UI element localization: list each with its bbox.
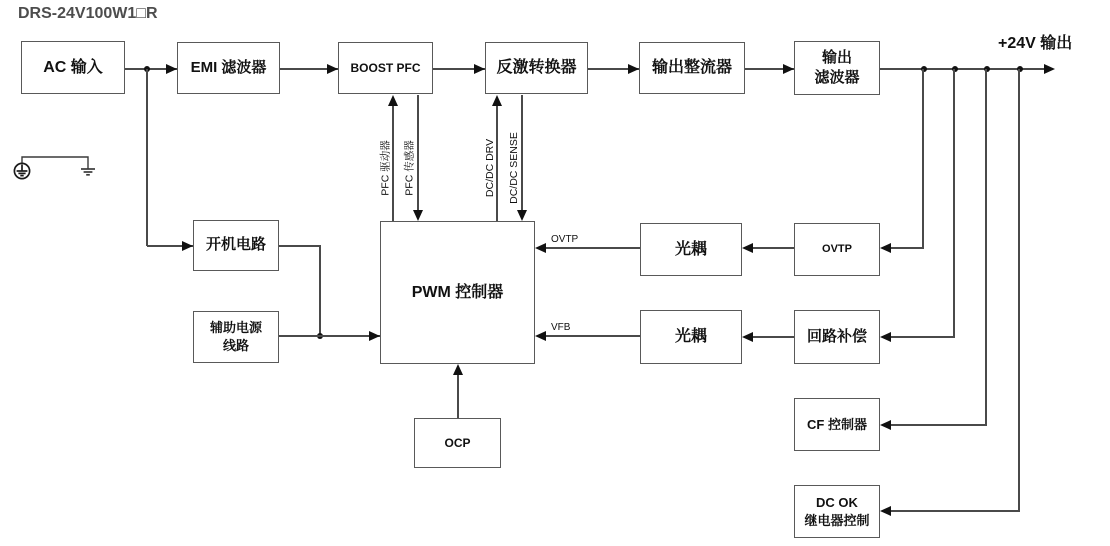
block-output-filter: [794, 41, 880, 95]
arrowhead-icon: [742, 243, 753, 253]
wire: [457, 372, 459, 418]
signal-label-dcdc-drv: DC/DC DRV: [484, 138, 496, 198]
arrowhead-icon: [474, 64, 485, 74]
wire: [891, 510, 1020, 512]
block-label: EMI 滤波器: [190, 58, 267, 76]
block-label: 反激转换器: [496, 59, 577, 77]
arrowhead-icon: [880, 420, 891, 430]
arrowhead-icon: [535, 243, 546, 253]
block-label: 光耦: [674, 240, 707, 258]
wire: [891, 336, 955, 338]
block-label: OCP: [444, 435, 471, 450]
arrowhead-icon: [628, 64, 639, 74]
wire: [319, 246, 321, 336]
wire: [985, 69, 987, 425]
arrowhead-icon: [369, 331, 380, 341]
ground-symbols: [6, 150, 106, 184]
arrowhead-icon: [880, 243, 891, 253]
block-label: 回路补偿: [806, 327, 867, 345]
block-label: BOOST PFC: [350, 60, 421, 75]
block-emi-filter: [177, 42, 280, 94]
wire: [546, 247, 640, 249]
wire: [922, 69, 924, 248]
block-optocoupler-ovtp: [640, 223, 742, 276]
pin-label-ovtp: OVTP: [551, 234, 579, 245]
block-label: 光耦: [674, 328, 707, 346]
block-ac-input: [21, 41, 125, 94]
pin-label-vfb: VFB: [551, 322, 571, 333]
block-label: DC OK: [816, 494, 858, 510]
wire: [546, 335, 640, 337]
block-cf-controller: [794, 398, 880, 451]
block-label: PWM 控制器: [411, 283, 504, 301]
arrowhead-icon: [327, 64, 338, 74]
protective-earth-icon: [14, 163, 29, 178]
arrowhead-icon: [742, 332, 753, 342]
arrowhead-icon: [1044, 64, 1055, 74]
arrowhead-icon: [880, 332, 891, 342]
arrowhead-icon: [453, 364, 463, 375]
wire: [279, 245, 321, 247]
output-voltage-label: +24V 输出: [998, 35, 1073, 52]
wire: [279, 335, 380, 337]
wire: [953, 69, 955, 337]
wire: [146, 69, 148, 246]
arrowhead-icon: [388, 95, 398, 106]
arrowhead-icon: [166, 64, 177, 74]
arrowhead-icon: [517, 210, 527, 221]
arrowhead-icon: [492, 95, 502, 106]
block-label: 滤波器: [814, 69, 860, 86]
block-label: 开机电路: [205, 236, 266, 254]
block-label: OVTP: [822, 243, 852, 256]
block-label: AC 输入: [43, 58, 103, 76]
block-label: 继电器控制: [804, 512, 870, 528]
block-ocp: [414, 418, 501, 468]
wire: [1018, 69, 1020, 511]
page-title: DRS-24V100W1□R: [18, 5, 158, 22]
block-loop-compensation: [794, 310, 880, 364]
block-dc-ok-relay-control: [794, 485, 880, 538]
block-label: 线路: [222, 338, 249, 353]
block-startup-circuit: [193, 220, 279, 271]
block-ovtp: [794, 223, 880, 276]
block-label: 输出整流器: [651, 59, 732, 77]
wire: [753, 336, 794, 338]
block-output-rectifier: [639, 42, 745, 94]
wire: [891, 424, 987, 426]
wire: [753, 247, 794, 249]
wire: [880, 68, 1053, 70]
arrowhead-icon: [880, 506, 891, 516]
block-boost-pfc: [338, 42, 433, 94]
arrowhead-icon: [535, 331, 546, 341]
arrowhead-icon: [783, 64, 794, 74]
block-label: 辅助电源: [209, 320, 262, 336]
arrowhead-icon: [413, 210, 423, 221]
signal-label-pfc-sensor: PFC 传感器: [403, 140, 416, 196]
block-label: CF 控制器: [807, 416, 867, 432]
wire: [891, 247, 924, 249]
wire: [521, 95, 523, 210]
block-optocoupler-vfb: [640, 310, 742, 364]
arrowhead-icon: [182, 241, 193, 251]
wire: [417, 95, 419, 210]
block-label: 输出: [821, 48, 852, 66]
signal-label-dcdc-sense: DC/DC SENSE: [508, 132, 520, 204]
signal-label-pfc-driver: PFC 驱动器: [379, 140, 392, 196]
earth-ground-icon: [81, 169, 95, 175]
block-flyback-converter: [485, 42, 588, 94]
block-pwm-controller: [380, 221, 535, 364]
wire: [496, 103, 498, 221]
block-aux-power-line: [193, 311, 279, 363]
